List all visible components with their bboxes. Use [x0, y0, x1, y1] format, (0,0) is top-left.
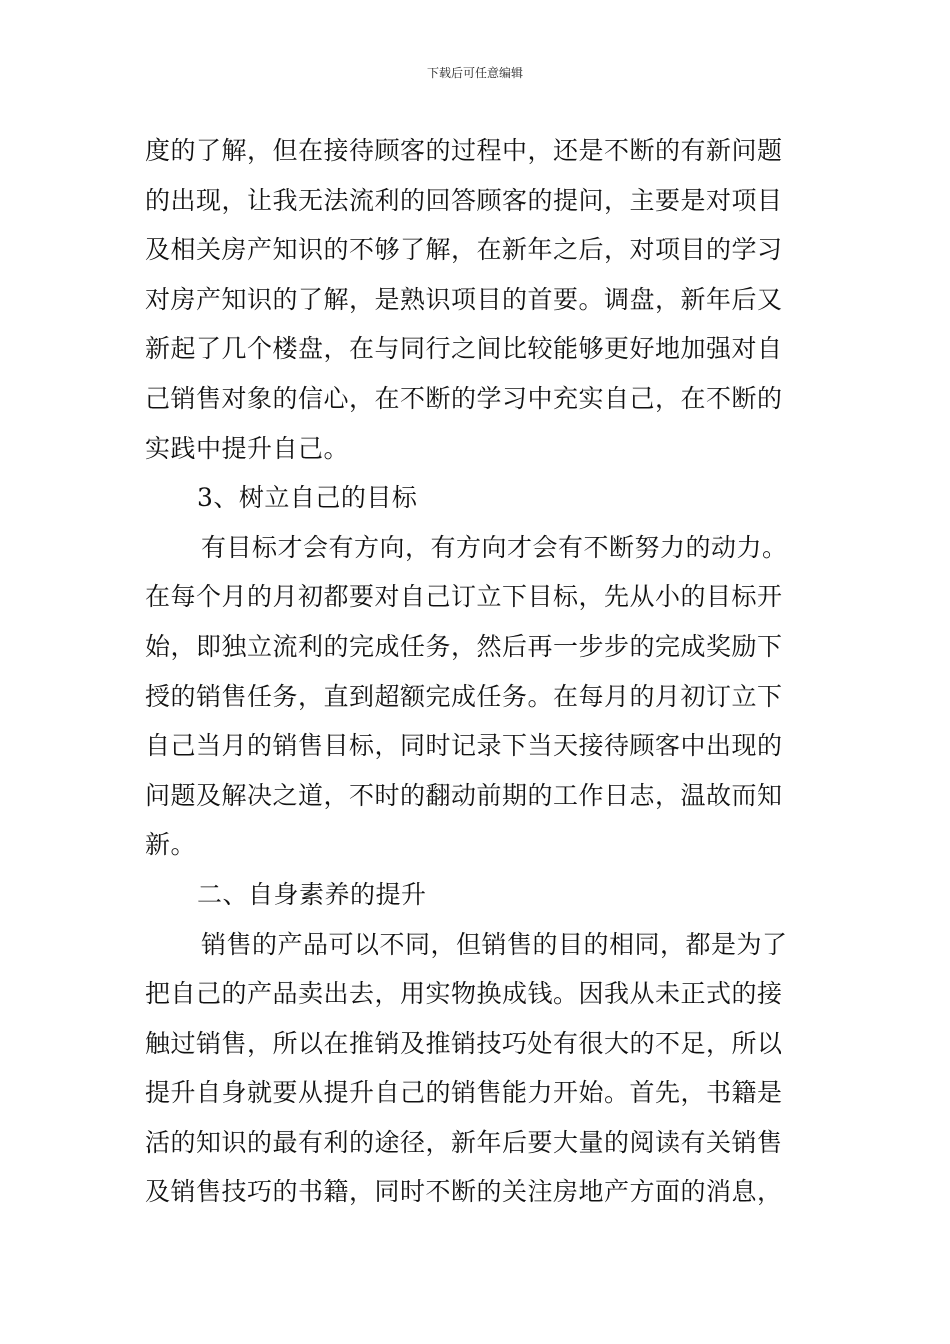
text-line: 新起了几个楼盘，在与同行之间比较能够更好地加强对自 — [145, 334, 783, 364]
text-line: 的出现，让我无法流利的回答顾客的提问，主要是对项目 — [145, 185, 783, 215]
text-line: 度的了解，但在接待顾客的过程中，还是不断的有新问题 — [145, 136, 783, 165]
page-header: 下载后可任意编辑 — [426, 66, 523, 80]
text-line: 提升自身就要从提升自己的销售能力开始。首先，书籍是 — [145, 1078, 783, 1108]
paragraph-first-line: 销售的产品可以不同，但销售的目的相同，都是为了 — [201, 929, 788, 959]
text-line: 新。 — [145, 830, 197, 860]
section-heading: 二、自身素养的提升 — [197, 879, 427, 909]
text-line: 活的知识的最有利的途径，新年后要大量的阅读有关销售 — [145, 1127, 783, 1157]
section-heading: 3、树立自己的目标 — [197, 483, 418, 513]
text-line: 问题及解决之道，不时的翻动前期的工作日志，温故而知 — [145, 780, 783, 810]
text-line: 在每个月的月初都要对自己订立下目标，先从小的目标开 — [145, 582, 783, 612]
document-body — [145, 126, 807, 1217]
text-line: 自己当月的销售目标，同时记录下当天接待顾客中出现的 — [145, 731, 783, 761]
text-line: 及销售技巧的书籍，同时不断的关注房地产方面的消息， — [145, 1177, 783, 1207]
text-line: 授的销售任务，直到超额完成任务。在每月的月初订立下 — [145, 681, 783, 711]
text-line: 己销售对象的信心，在不断的学习中充实自己，在不断的 — [145, 383, 783, 413]
text-line: 实践中提升自己。 — [145, 433, 350, 463]
text-line: 及相关房产知识的不够了解，在新年之后，对项目的学习 — [145, 235, 783, 265]
paragraph-first-line: 有目标才会有方向，有方向才会有不断努力的动力。 — [201, 532, 788, 562]
text-line: 把自己的产品卖出去，用实物换成钱。因我从未正式的接 — [145, 979, 783, 1009]
text-line: 始，即独立流利的完成任务，然后再一步步的完成奖励下 — [145, 631, 783, 661]
text-line: 触过销售，所以在推销及推销技巧处有很大的不足，所以 — [145, 1028, 783, 1058]
text-line: 对房产知识的了解，是熟识项目的首要。调盘，新年后又 — [145, 284, 783, 314]
